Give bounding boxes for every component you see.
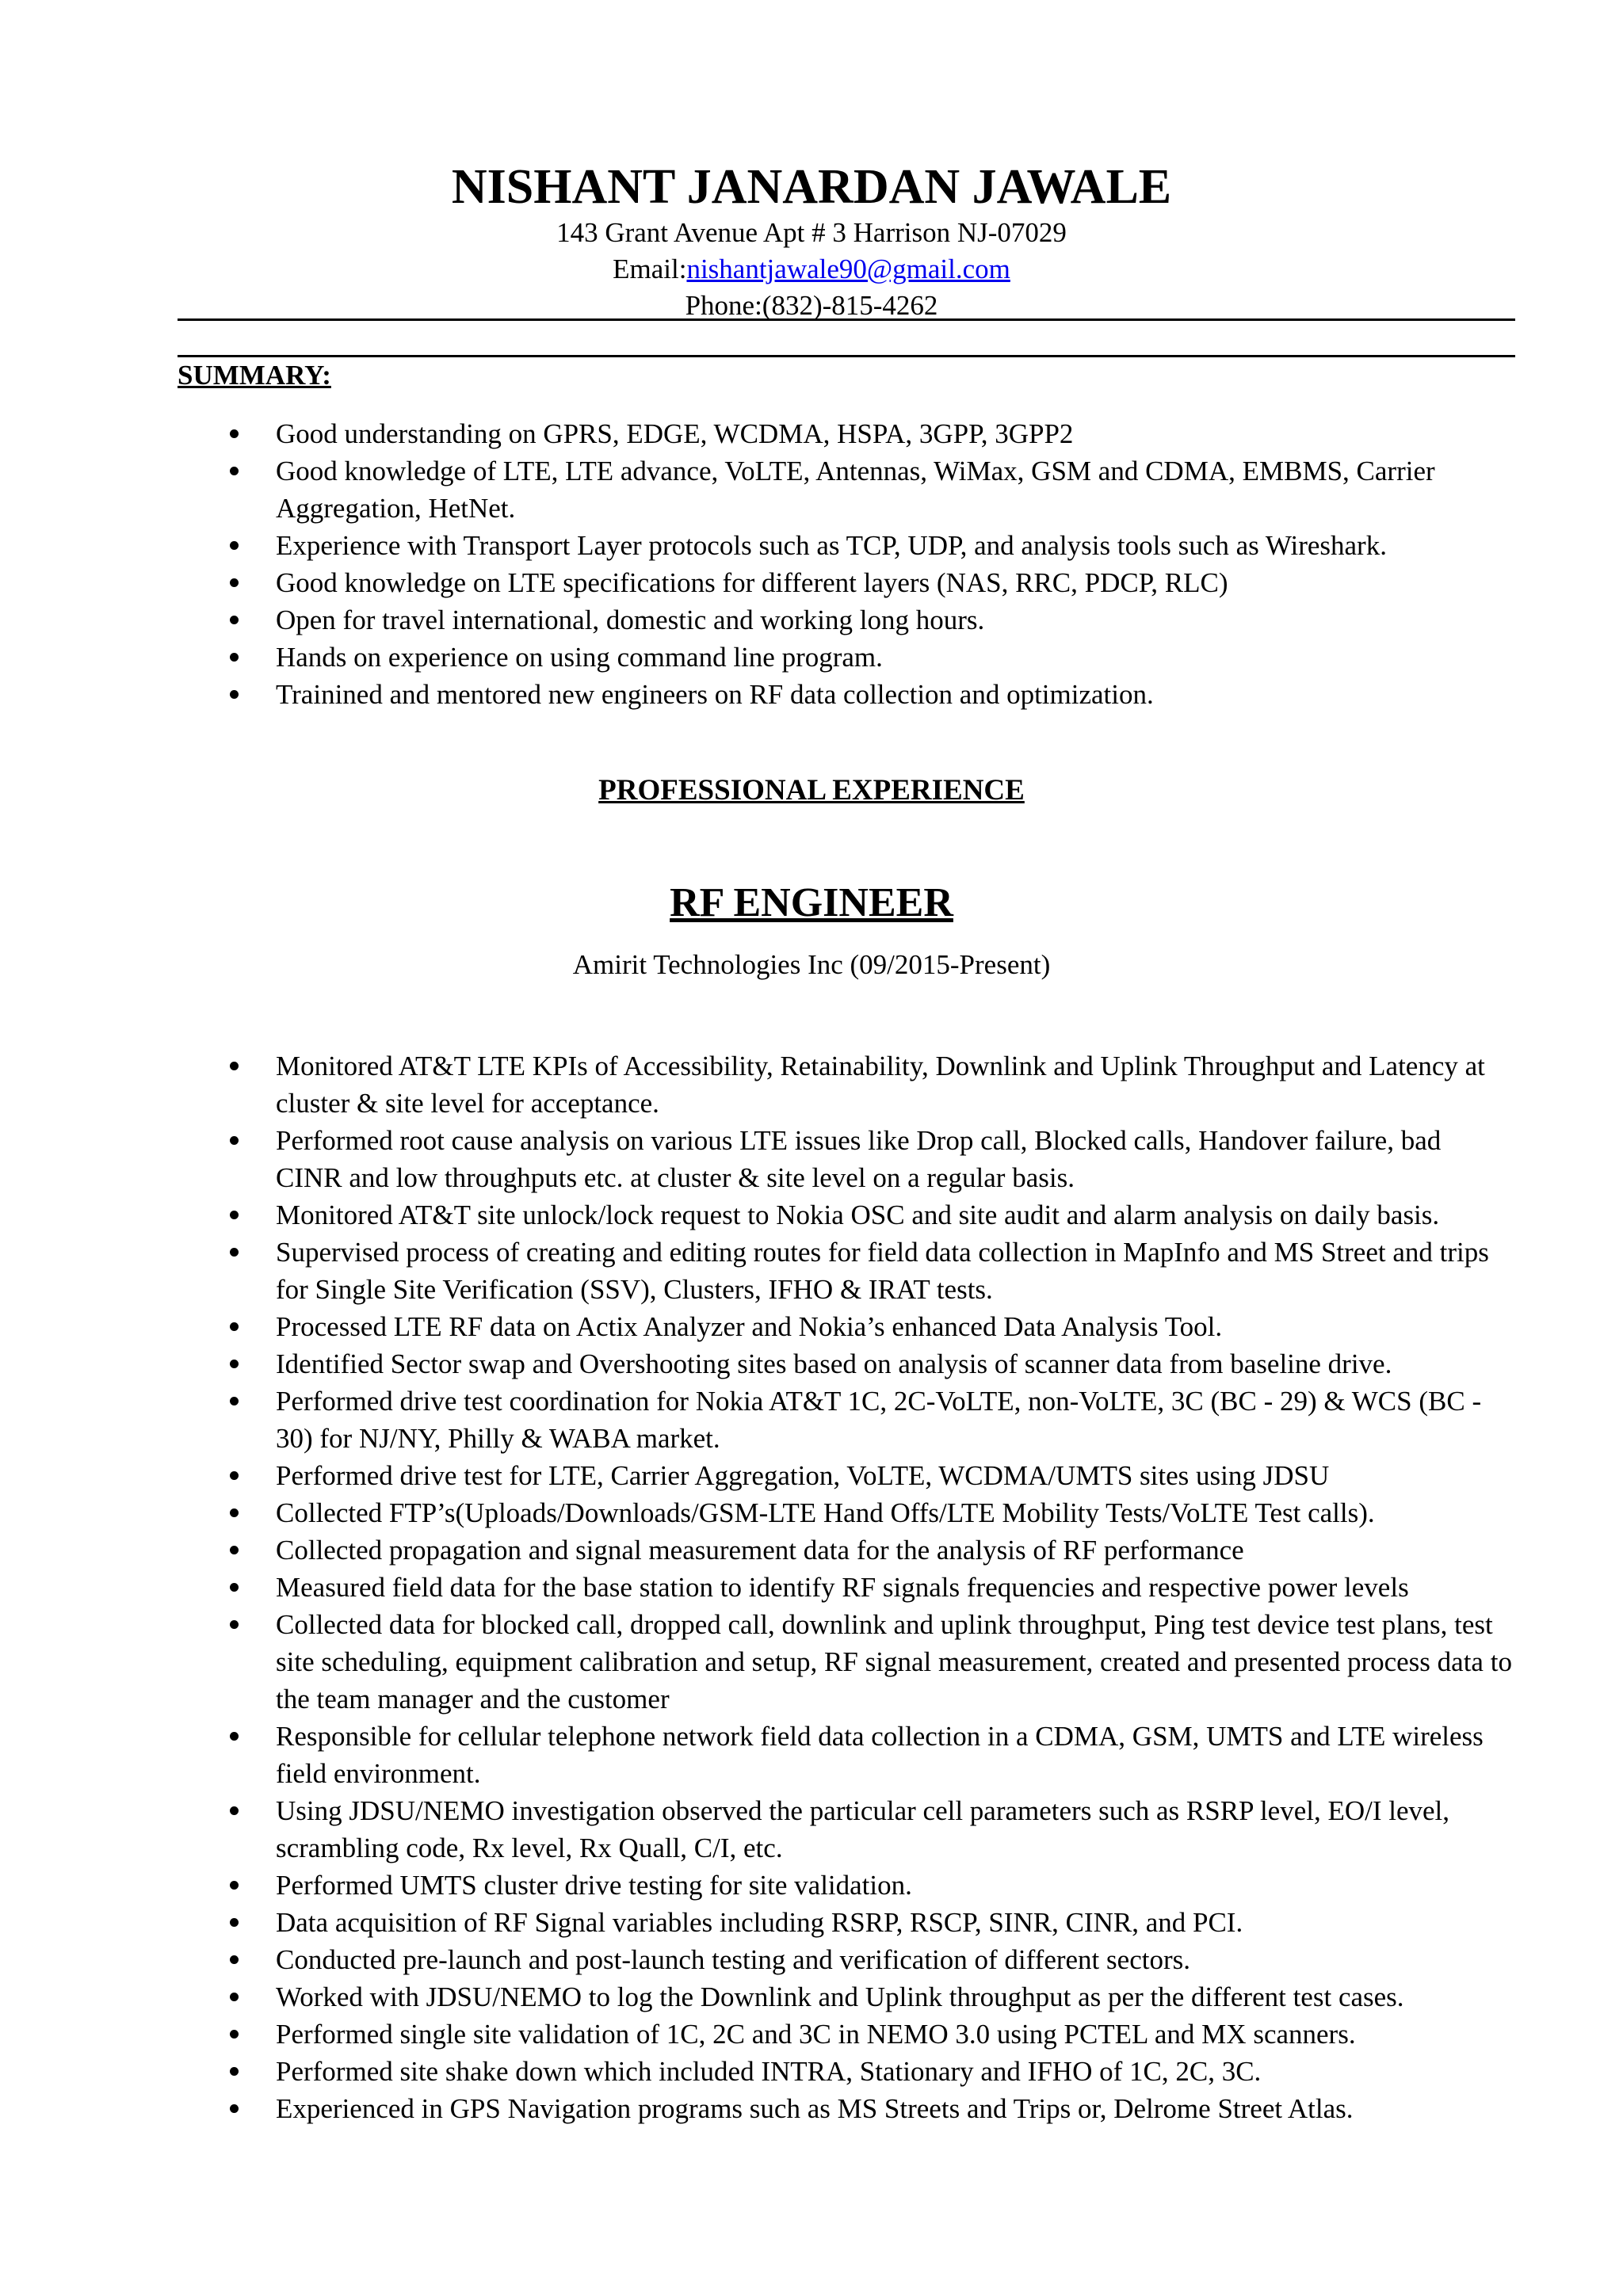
list-item: Responsible for cellular telephone network field data collection in a CDMA, GSM, UMTS and LTE wireless field environment. xyxy=(0,1718,1512,1792)
bullet-icon xyxy=(230,2030,239,2039)
list-item: Monitored AT&T LTE KPIs of Accessibility, Retainability, Downlink and Uplink Throughput and Latency at cluster & site level for acceptance. xyxy=(0,1047,1512,1122)
list-item: Performed root cause analysis on various LTE issues like Drop call, Blocked calls, Handover failure, bad CINR and low throughputs etc. at cluster & site level on a regular basis. xyxy=(0,1122,1512,1196)
list-item: Monitored AT&T site unlock/lock request to Nokia OSC and site audit and alarm analysis on daily basis. xyxy=(0,1196,1512,1234)
bullet-icon xyxy=(230,2104,239,2113)
email-line xyxy=(0,252,1623,287)
list-item: Supervised process of creating and editing routes for field data collection in MapInfo and MS Street and trips for Single Site Verification (SSV), Clusters, IFHO & IRAT tests. xyxy=(0,1234,1512,1308)
bullet-icon xyxy=(230,1397,239,1405)
bullet-icon xyxy=(230,1583,239,1592)
bullet-icon xyxy=(230,578,239,587)
bullet-icon xyxy=(230,1508,239,1517)
bullet-icon xyxy=(230,1322,239,1331)
list-item: Performed drive test for LTE, Carrier Aggregation, VoLTE, WCDMA/UMTS sites using JDSU xyxy=(0,1457,1512,1494)
list-item: Collected data for blocked call, dropped call, downlink and uplink throughput, Ping test device test plans, test site scheduling, equipment calibration and setup, RF signal measurement, created and presented process data to the team manager and the customer xyxy=(0,1606,1512,1718)
list-item: Performed drive test coordination for Nokia AT&T 1C, 2C-VoLTE, non-VoLTE, 3C (BC - 29) & WCS (BC - 30) for NJ/NY, Philly & WABA market. xyxy=(0,1383,1512,1457)
header-divider-top xyxy=(178,318,1515,321)
experience-list xyxy=(0,1047,1512,2127)
bullet-icon xyxy=(230,1881,239,1890)
list-item: Collected propagation and signal measurement data for the analysis of RF performance xyxy=(0,1531,1512,1569)
bullet-icon xyxy=(230,2067,239,2076)
bullet-icon xyxy=(230,616,239,624)
bullet-icon xyxy=(230,690,239,699)
email-link[interactable]: nishantjawale90@gmail.com xyxy=(686,254,1010,284)
bullet-icon xyxy=(230,1993,239,2001)
bullet-icon xyxy=(230,1806,239,1815)
header-divider-bottom xyxy=(178,355,1515,357)
bullet-icon xyxy=(230,1620,239,1629)
bullet-icon xyxy=(230,1211,239,1219)
bullet-icon xyxy=(230,429,239,438)
bullet-icon xyxy=(230,1248,239,1257)
list-item: Performed UMTS cluster drive testing for site validation. xyxy=(0,1867,1512,1904)
summary-list xyxy=(0,415,1512,713)
list-item: Using JDSU/NEMO investigation observed the particular cell parameters such as RSRP level, EO/I level, scrambling code, Rx level, Rx Quall, C/I, etc. xyxy=(0,1792,1512,1867)
list-item: Measured field data for the base station to identify RF signals frequencies and respective power levels xyxy=(0,1569,1512,1606)
address: 143 Grant Avenue Apt # 3 Harrison NJ-07029 xyxy=(556,217,1067,248)
list-item: Good understanding on GPRS, EDGE, WCDMA, HSPA, 3GPP, 3GPP2 xyxy=(0,415,1512,452)
summary-heading: SUMMARY: xyxy=(178,360,331,391)
bullet-icon xyxy=(230,653,239,662)
list-item: Conducted pre-launch and post-launch testing and verification of different sectors. xyxy=(0,1941,1512,1978)
bullet-icon xyxy=(230,1918,239,1927)
list-item: Hands on experience on using command line program. xyxy=(0,639,1512,676)
bullet-icon xyxy=(230,1955,239,1964)
list-item: Good knowledge on LTE specifications for different layers (NAS, RRC, PDCP, RLC) xyxy=(0,564,1512,601)
bullet-icon xyxy=(230,1471,239,1480)
list-item: Trainined and mentored new engineers on RF data collection and optimization. xyxy=(0,676,1512,713)
experience-heading: PROFESSIONAL EXPERIENCE xyxy=(598,774,1025,807)
list-item: Processed LTE RF data on Actix Analyzer and Nokia’s enhanced Data Analysis Tool. xyxy=(0,1308,1512,1345)
bullet-icon xyxy=(230,1360,239,1368)
list-item: Worked with JDSU/NEMO to log the Downlink and Uplink throughput as per the different test cases. xyxy=(0,1978,1512,2016)
list-item: Identified Sector swap and Overshooting sites based on analysis of scanner data from baseline drive. xyxy=(0,1345,1512,1383)
bullet-icon xyxy=(230,1732,239,1741)
list-item: Good knowledge of LTE, LTE advance, VoLTE, Antennas, WiMax, GSM and CDMA, EMBMS, Carrier Aggregation, HetNet. xyxy=(0,452,1512,527)
bullet-icon xyxy=(230,541,239,550)
company-line: Amirit Technologies Inc (09/2015-Present) xyxy=(572,949,1051,980)
email-label: Email: xyxy=(613,254,687,284)
list-item: Open for travel international, domestic and working long hours. xyxy=(0,601,1512,639)
list-item: Experience with Transport Layer protocols such as TCP, UDP, and analysis tools such as Wireshark. xyxy=(0,527,1512,564)
list-item: Experienced in GPS Navigation programs such as MS Streets and Trips or, Delrome Street Atlas. xyxy=(0,2090,1512,2127)
candidate-name: NISHANT JANARDAN JAWALE xyxy=(451,160,1172,214)
bullet-icon xyxy=(230,1136,239,1145)
list-item: Collected FTP’s(Uploads/Downloads/GSM-LTE Hand Offs/LTE Mobility Tests/VoLTE Test calls). xyxy=(0,1494,1512,1531)
list-item: Performed site shake down which included INTRA, Stationary and IFHO of 1C, 2C, 3C. xyxy=(0,2053,1512,2090)
list-item: Data acquisition of RF Signal variables including RSRP, RSCP, SINR, CINR, and PCI. xyxy=(0,1904,1512,1941)
bullet-icon xyxy=(230,1546,239,1554)
bullet-icon xyxy=(230,1062,239,1070)
bullet-icon xyxy=(230,467,239,475)
list-item: Performed single site validation of 1C, 2C and 3C in NEMO 3.0 using PCTEL and MX scanners. xyxy=(0,2016,1512,2053)
phone: Phone:(832)-815-4262 xyxy=(685,290,938,321)
job-title: RF ENGINEER xyxy=(670,880,953,925)
